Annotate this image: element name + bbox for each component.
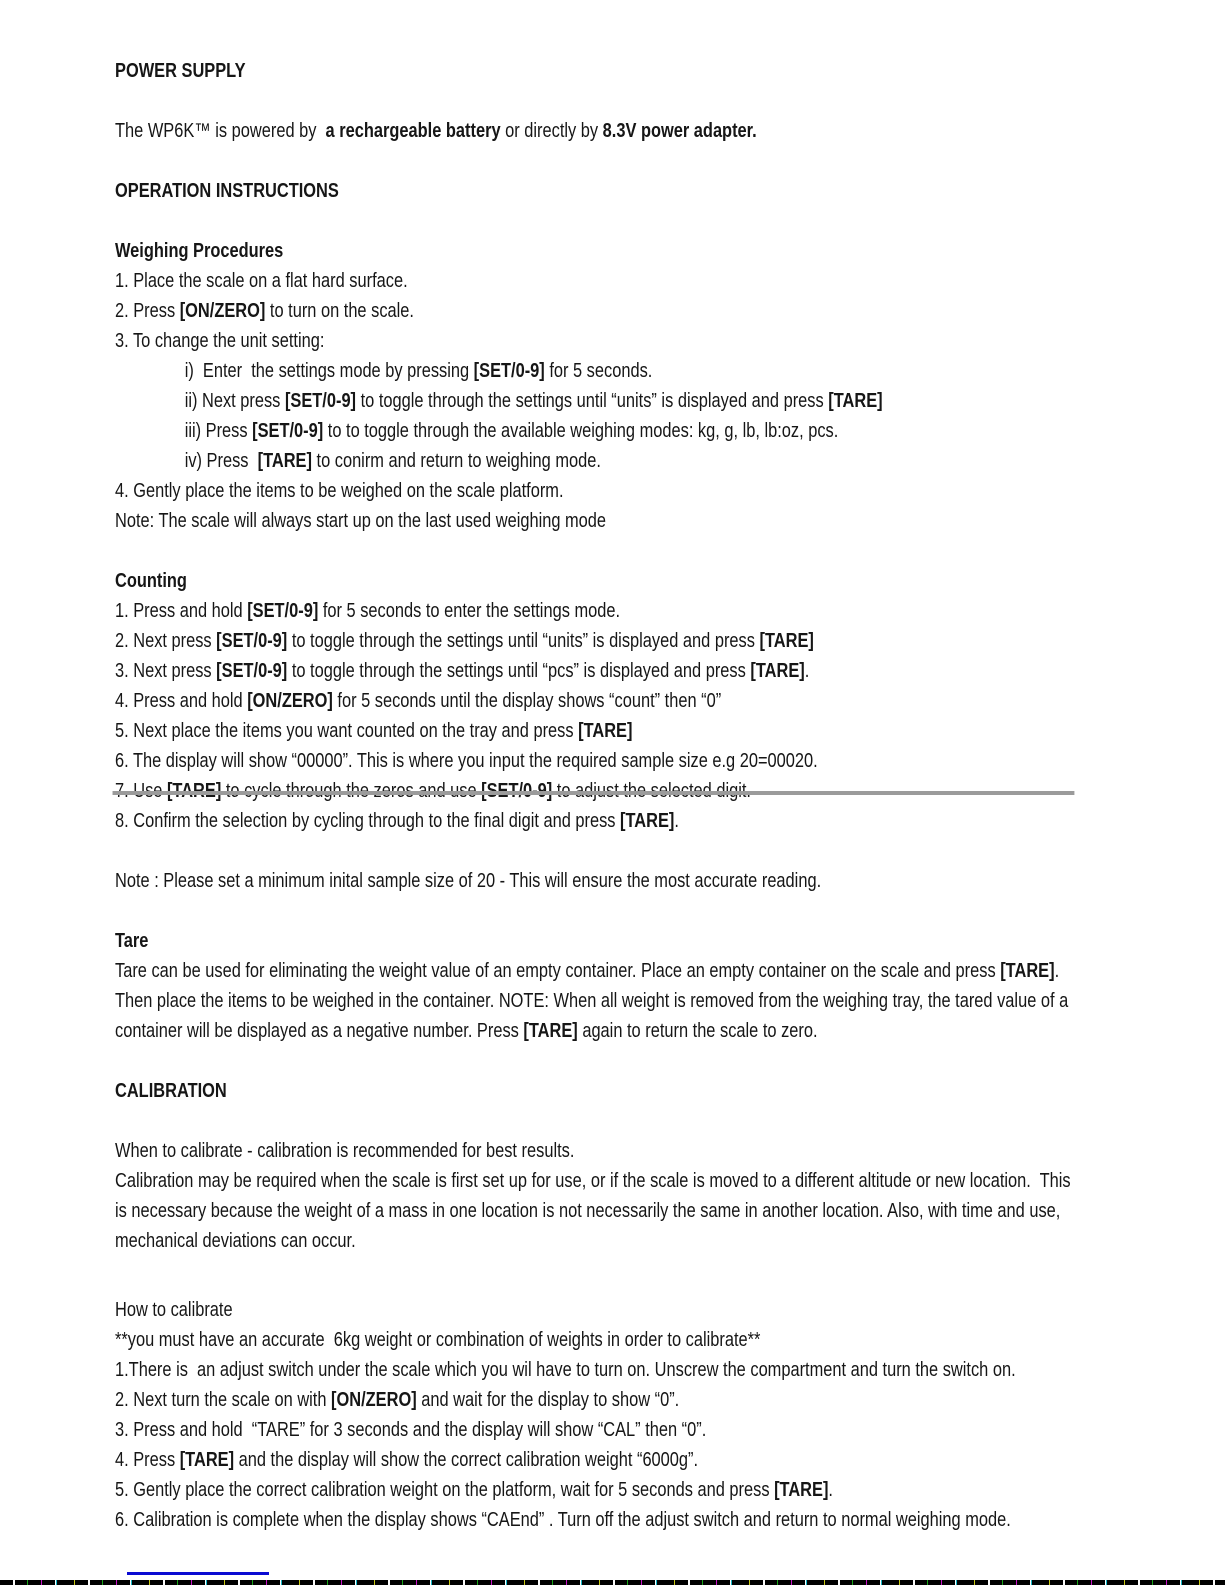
heading-operation-instructions: [115, 176, 1225, 206]
line-counting-step7-struck: [115, 776, 1225, 806]
text-line: [115, 266, 1225, 296]
text-segment: for 5 seconds to enter the settings mode.: [318, 600, 621, 622]
text-line: [115, 806, 1225, 836]
text-segment: and the display will show the correct calibration weight “6000g”.: [234, 1449, 699, 1471]
key-name-bold: [TARE]: [1000, 960, 1055, 982]
key-name-bold: [SET/0-9]: [284, 390, 357, 412]
text-segment: 3. Next press: [115, 660, 217, 682]
heading-tare: [115, 926, 1225, 956]
text-segment: iii) Press: [184, 420, 253, 442]
text-line: [115, 476, 1225, 506]
text-segment: ii) Next press: [184, 390, 285, 412]
text-segment: 4. Gently place the items to be weighed on the scale platform.: [115, 480, 564, 502]
text-line: [115, 1385, 1225, 1415]
text-segment: CALIBRATION: [115, 1080, 227, 1102]
text-line: [115, 1415, 1225, 1445]
document-body: [115, 56, 1225, 1535]
blue-underline-artifact: [127, 1572, 269, 1575]
text-segment: 6. Calibration is complete when the display shows “CAEnd” . Turn off the adjust switch and return to normal weighing mode.: [115, 1509, 1011, 1531]
text-segment: to conirm and return to weighing mode.: [311, 450, 601, 472]
text-segment: Note: The scale will always start up on the last used weighing mode: [115, 510, 607, 532]
text-segment: to turn on the scale.: [265, 300, 414, 322]
text-line: [115, 1475, 1225, 1505]
text-segment: or directly by: [500, 120, 603, 142]
text-segment: Tare can be used for eliminating the weight value of an empty container. Place an empty container on the scale and press: [115, 960, 1001, 982]
key-name-bold: [TARE]: [578, 720, 633, 742]
key-name-bold: 8.3V power adapter.: [602, 120, 757, 142]
text-segment: for 5 seconds until the display shows “count” then “0”: [332, 690, 722, 712]
text-segment: POWER SUPPLY: [115, 60, 246, 82]
text-line: [115, 1016, 1225, 1046]
text-segment: Weighing Procedures: [115, 240, 284, 262]
text-line: [115, 986, 1225, 1016]
key-name-bold: [SET/0-9]: [252, 420, 324, 442]
text-line: [115, 1355, 1225, 1385]
line-how-to-calibrate: [115, 1295, 1225, 1325]
key-name-bold: [TARE]: [523, 1020, 578, 1042]
line-power-supply-body: [115, 116, 1225, 146]
text-line: [115, 686, 1225, 716]
key-name-bold: [ON/ZERO]: [331, 1389, 417, 1411]
text-segment: Counting: [115, 570, 187, 592]
text-segment: 1.There is an adjust switch under the scale which you wil have to turn on. Unscrew the compartment and turn the switch on.: [115, 1359, 1016, 1381]
key-name-bold: [TARE]: [750, 660, 805, 682]
text-line: [115, 956, 1225, 986]
line-counting-note: [115, 866, 1225, 896]
text-line: [115, 356, 1225, 386]
text-segment: 1. Press and hold: [115, 600, 248, 622]
heading-weighing-procedures: [115, 236, 1225, 266]
text-segment: .: [1054, 960, 1060, 982]
text-segment: 1. Place the scale on a flat hard surface.: [115, 270, 408, 292]
text-segment: .: [828, 1479, 833, 1501]
text-segment: 4. Press and hold: [115, 690, 248, 712]
text-segment: The WP6K™ is powered by: [115, 120, 326, 142]
key-name-bold: [SET/0-9]: [216, 660, 288, 682]
key-name-bold: [TARE]: [828, 390, 883, 412]
key-name-bold: [TARE]: [179, 1449, 235, 1471]
text-segment: Then place the items to be weighed in the container. NOTE: When all weight is removed from the weighing tray, the tared value of a: [115, 990, 1069, 1012]
text-segment: to to toggle through the available weighing modes: kg, g, lb, lb:oz, pcs.: [323, 420, 839, 442]
text-segment: 6. The display will show “00000”. This is where you input the required sample size e.g 20=00020.: [115, 750, 818, 772]
text-segment: i) Enter the settings mode by pressing: [184, 360, 474, 382]
text-line: [115, 416, 1225, 446]
strikethrough-line-artifact: [113, 791, 1075, 795]
text-segment: 5. Gently place the correct calibration weight on the platform, wait for 5 seconds and press: [115, 1479, 775, 1501]
text-line: [115, 386, 1225, 416]
text-segment: to toggle through the settings until “units” is displayed and press: [287, 630, 760, 652]
text-line: [115, 326, 1225, 356]
text-line: [115, 746, 1225, 776]
text-line: [115, 596, 1225, 626]
text-segment: is necessary because the weight of a mass in one location is not necessarily the same in another location. Also, with time and use,: [115, 1200, 1061, 1222]
text-line: [115, 1226, 1225, 1256]
text-segment: for 5 seconds.: [544, 360, 653, 382]
text-segment: 2. Next press: [115, 630, 217, 652]
key-name-bold: [ON/ZERO]: [179, 300, 266, 322]
text-line: [115, 1166, 1225, 1196]
key-name-bold: [TARE]: [759, 630, 814, 652]
key-name-bold: [ON/ZERO]: [247, 690, 333, 712]
text-segment: 2. Press: [115, 300, 180, 322]
text-segment: **you must have an accurate 6kg weight or combination of weights in order to calibrate**: [115, 1329, 761, 1351]
text-segment: 5. Next place the items you want counted on the tray and press: [115, 720, 579, 742]
text-segment: Note : Please set a minimum inital sample size of 20 - This will ensure the most accurate reading.: [115, 870, 822, 892]
text-line: [115, 656, 1225, 686]
text-segment: container will be displayed as a negative number. Press: [115, 1020, 524, 1042]
text-segment: When to calibrate - calibration is recommended for best results.: [115, 1140, 575, 1162]
text-segment: to toggle through the settings until “units” is displayed and press: [356, 390, 829, 412]
text-line: [115, 1196, 1225, 1226]
text-line: [115, 1325, 1225, 1355]
text-line: [115, 1445, 1225, 1475]
text-segment: again to return the scale to zero.: [577, 1020, 818, 1042]
heading-calibration: [115, 1076, 1225, 1106]
text-line: [115, 446, 1225, 476]
key-name-bold: [TARE]: [257, 450, 312, 472]
heading-counting: [115, 566, 1225, 596]
key-name-bold: [TARE]: [620, 810, 675, 832]
text-segment: How to calibrate: [115, 1299, 233, 1321]
text-segment: to toggle through the settings until “pcs” is displayed and press: [287, 660, 751, 682]
text-segment: 3. To change the unit setting:: [115, 330, 325, 352]
text-segment: OPERATION INSTRUCTIONS: [115, 180, 339, 202]
text-segment: mechanical deviations can occur.: [115, 1230, 356, 1252]
text-line: [115, 626, 1225, 656]
text-segment: .: [804, 660, 810, 682]
text-segment: 3. Press and hold “TARE” for 3 seconds and the display will show “CAL” then “0”.: [115, 1419, 707, 1441]
text-line: [115, 506, 1225, 536]
text-line: [115, 1505, 1225, 1535]
text-segment: Calibration may be required when the scale is first set up for use, or if the scale is moved to a different altitude or new location. This: [115, 1170, 1071, 1192]
text-segment: .: [674, 810, 679, 832]
text-segment: Tare: [115, 930, 149, 952]
key-name-bold: [SET/0-9]: [247, 600, 319, 622]
key-name-bold: [SET/0-9]: [216, 630, 288, 652]
text-line: [115, 716, 1225, 746]
text-line: [115, 1136, 1225, 1166]
heading-power-supply: [115, 56, 1225, 86]
text-line: [115, 296, 1225, 326]
key-name-bold: a rechargeable battery: [325, 120, 501, 142]
key-name-bold: [TARE]: [774, 1479, 829, 1501]
text-segment: 8. Confirm the selection by cycling through to the final digit and press: [115, 810, 621, 832]
text-segment: iv) Press: [184, 450, 258, 472]
text-segment: and wait for the display to show “0”.: [416, 1389, 680, 1411]
scan-edge-artifact: [0, 1580, 1225, 1585]
text-segment: 2. Next turn the scale on with: [115, 1389, 332, 1411]
text-segment: 4. Press: [115, 1449, 180, 1471]
key-name-bold: [SET/0-9]: [473, 360, 545, 382]
